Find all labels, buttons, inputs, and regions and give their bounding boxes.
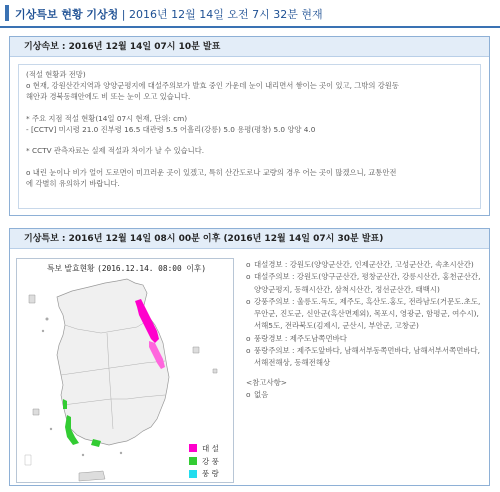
- flash-line: 에 각별히 유의하기 바랍니다.: [26, 179, 120, 189]
- legend-high-seas: 풍 랑: [183, 467, 229, 480]
- legend-swatch-snow: [189, 444, 197, 452]
- warning-item-heavy-snow-advisory: o 대설주의보 : 강원도(양구군산간, 평창군산간, 강릉시산간, 홍천군산간, 양양군평지, 동해시산간, 삼척시산간, 정선군산간, 태백시): [246, 272, 481, 294]
- flash-line-gap: [26, 135, 473, 146]
- warning-item-strong-wind-advisory: o 강풍주의보 : 울릉도.독도, 제주도, 흑산도.홍도, 전라남도(거문도.초도, 무안군, 진도군, 신안군(흑산면제외), 목포시, 영광군, 함평군, 여수시), 서해5도, 전라북도(김제시, 군산시, 부안군, 고창군): [246, 296, 481, 331]
- flash-line: * 주요 지점 적설 현황(14일 07시 현재, 단위: cm): [26, 113, 188, 123]
- warning-item-heavy-snow-warning: o 대설경보 : 강원도(양양군산간, 인제군산간, 고성군산간, 속초시산간): [246, 260, 474, 269]
- page-title-main: 기상특보 현황 기상청: [15, 8, 119, 21]
- flash-line: - [CCTV] 미시령 21.0 진부령 16.5 대관령 5.5 어흘리(강릉) 5.0 용평(평창) 5.0 양양 4.0: [26, 124, 316, 134]
- legend-swatch-seas: [189, 470, 197, 478]
- map-title: 특보 발효현황 (2016.12.14. 08:00 이후): [47, 264, 207, 273]
- flash-line: (적설 현황과 전망): [26, 70, 86, 79]
- warning-title: 기상특보 : 2016년 12월 14일 08시 00분 이후 (2016년 12월 14일 07시 30분 발표): [10, 229, 489, 249]
- header-accent-bar: [5, 5, 9, 21]
- warning-list: [246, 259, 486, 401]
- warning-item-high-seas-warning: o 풍랑경보 : 제주도남쪽먼바다: [246, 333, 347, 343]
- legend-swatch-wind: [189, 457, 197, 465]
- map-legend: [183, 442, 229, 480]
- warning-item-high-seas-advisory: o 풍랑주의보 : 제주도앞바다, 남해서부동쪽먼바다, 남해서부서쪽먼바다, 서해전해상, 동해전해상: [246, 346, 480, 368]
- legend-strong-wind: 강 풍: [183, 455, 229, 468]
- flash-line: * CCTV 관측자료는 실제 적설과 차이가 날 수 있습니다.: [26, 146, 205, 156]
- legend-heavy-snow: 대 설: [183, 442, 229, 455]
- warning-panel: [9, 228, 490, 486]
- page-title-timestamp: | 2016년 12월 14일 오전 7시 32분 현재: [118, 8, 323, 21]
- flash-line: 해안과 경북동해안에도 비 또는 눈이 오고 있습니다.: [26, 91, 191, 101]
- reference-text: o 없음: [246, 389, 269, 399]
- flash-news-body: [18, 64, 481, 209]
- flash-news-title: 기상속보 : 2016년 12월 14일 07시 10분 발표: [10, 37, 489, 57]
- flash-line: o 내린 눈이나 비가 얼어 도로면이 미끄러운 곳이 있겠고, 특히 산간도로나 교량의 경우 어는 곳이 많겠으니, 교통안전: [26, 168, 397, 178]
- warning-map: [16, 258, 234, 483]
- flash-news-panel: [9, 36, 490, 216]
- flash-line-gap: [26, 157, 473, 168]
- flash-line-gap: [26, 103, 473, 114]
- page-title: [15, 6, 323, 22]
- page-header: [0, 0, 500, 28]
- flash-line: o 현재, 강원산간지역과 양양군평지에 대설주의보가 발효 중인 가운데 눈이 내리면서 쌓이는 곳이 있고, 그밖의 강원동: [26, 80, 399, 90]
- reference-title: <참고사항>: [246, 377, 287, 387]
